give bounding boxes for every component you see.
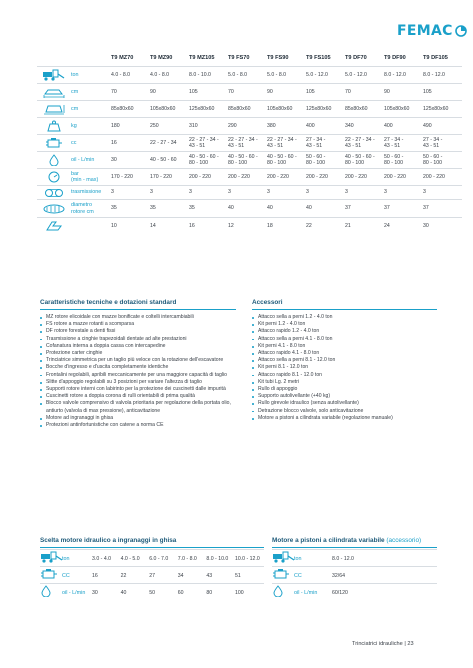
- list-item: Cuscinetti rotore a doppia corona di rulli orientabili di prima qualità: [40, 393, 238, 400]
- cell-value: 85x80x60: [345, 105, 368, 112]
- spec-row: [37, 185, 462, 199]
- cell-value: 3: [423, 189, 426, 196]
- model-header: T9 DF105: [423, 55, 448, 61]
- features-underline: [40, 309, 236, 310]
- cell-value: 37: [423, 205, 429, 212]
- cell-value: 180: [111, 122, 120, 129]
- weight-icon: [37, 118, 71, 134]
- list-item: Detrazione blocco valvole, solo anticavitazione: [252, 408, 437, 415]
- model-header: T9 MZ105: [189, 55, 215, 61]
- row-label: ton: [294, 556, 302, 562]
- row-label: oil - L/min: [294, 590, 318, 596]
- cell-value: 85x80x60: [228, 105, 251, 112]
- cell-value: 3: [111, 189, 114, 196]
- cell-value: 200 - 220: [384, 173, 406, 180]
- spec-row: [37, 66, 462, 83]
- engine-icon: [40, 567, 62, 585]
- cell-value: 85x80x60: [111, 105, 134, 112]
- accessories-list: [252, 314, 437, 422]
- cell-value: 27 - 34 - 43 - 51: [384, 136, 404, 149]
- spec-table: [37, 50, 462, 234]
- cell-value: 37: [384, 205, 390, 212]
- model-header: T9 FS105: [306, 55, 331, 61]
- cell-value: 43: [206, 573, 213, 579]
- cell-value: 310: [189, 122, 198, 129]
- model-header: T9 DF70: [345, 55, 367, 61]
- cell-value: 5.0 - 12.0: [345, 71, 367, 78]
- brand-name: FEMAC: [397, 23, 453, 39]
- cell-value: 170 - 220: [111, 173, 133, 180]
- cell-value: 8.0 - 10.0: [206, 556, 229, 562]
- cell-value: 40 - 50 - 60 - 80 - 100: [267, 153, 297, 166]
- width-icon: [37, 84, 71, 100]
- cell-value: 200 - 220: [267, 173, 289, 180]
- row-label: oil - L/min: [62, 590, 86, 596]
- cell-value: 34: [177, 573, 184, 579]
- piston-motor-row: [272, 566, 437, 583]
- cell-value: 290: [228, 122, 237, 129]
- cell-value: 51: [234, 573, 241, 579]
- spec-row: [37, 134, 462, 151]
- cell-value: 60: [177, 590, 184, 596]
- model-header: T9 DF90: [384, 55, 406, 61]
- cell-value: 170 - 220: [150, 173, 172, 180]
- cell-value: 125x80x60: [423, 105, 449, 112]
- list-item: Attacco sella a perni 4.1 - 8.0 ton: [252, 336, 437, 343]
- cell-value: 27: [149, 573, 155, 579]
- transmission-icon: [37, 186, 71, 199]
- cell-value: 22: [306, 222, 312, 229]
- cell-value: 40: [228, 205, 234, 212]
- cell-value: 490: [423, 122, 432, 129]
- gear-motor-row: [40, 549, 264, 566]
- cell-value: 27 - 34 - 43 - 51: [423, 136, 443, 149]
- piston-motor-title: [272, 537, 421, 544]
- list-item: Kit tubi Lg. 2 metri: [252, 379, 437, 386]
- cell-value: 4.0 - 8.0: [111, 71, 131, 78]
- cell-value: 105: [423, 88, 432, 95]
- cell-value: 22 - 27 - 34: [150, 139, 177, 146]
- list-item: Motore a pistoni a cilindrata variabile (regolazione manuale): [252, 415, 437, 422]
- row-label: kg: [71, 122, 77, 129]
- cell-value: 4.0 - 8.0: [150, 71, 170, 78]
- cell-value: 40: [120, 590, 127, 596]
- features-list: [40, 314, 238, 429]
- cell-value: 10: [111, 222, 117, 229]
- spec-row: [37, 217, 462, 234]
- list-item: Attacco rapido 1.2 - 4.0 ton: [252, 328, 437, 335]
- rotor-icon: [37, 200, 71, 217]
- tractor-icon: [37, 67, 71, 83]
- cell-value: 380: [267, 122, 276, 129]
- spec-row: [37, 199, 462, 217]
- cell-value: 125x80x60: [306, 105, 332, 112]
- cell-value: 90: [384, 88, 390, 95]
- accessories-underline: [252, 309, 437, 310]
- list-item: DF rotore forestale a denti fissi: [40, 328, 238, 335]
- cell-value: 50 - 60 - 80 - 100: [306, 153, 326, 166]
- list-item: Protezione carter cinghie: [40, 350, 238, 357]
- cell-value: 105: [306, 88, 315, 95]
- list-item: Attacco sella a perni 8.1 - 12.0 ton: [252, 357, 437, 364]
- list-item: Kit perni 4.1 - 8.0 ton: [252, 343, 437, 350]
- cell-value: 7.0 - 8.0: [177, 556, 197, 562]
- spec-row: [37, 117, 462, 134]
- oil-drop-icon: [40, 584, 62, 602]
- row-label: cm: [71, 105, 79, 112]
- logo-mark-icon: [455, 25, 467, 37]
- row-label: cc: [71, 139, 77, 146]
- cell-value: 50 - 60 - 80 - 100: [384, 153, 404, 166]
- cell-value: 40 - 50 - 60 - 80 - 100: [228, 153, 258, 166]
- cell-value: 16: [92, 573, 98, 579]
- cell-value: 3: [345, 189, 348, 196]
- accessories-title: Accessori: [252, 299, 283, 306]
- cell-value: 24: [384, 222, 390, 229]
- row-label: ton: [62, 556, 70, 562]
- cell-value: 40 - 50 - 60 - 80 - 100: [345, 153, 375, 166]
- model-header: T9 FS70: [228, 55, 250, 61]
- cell-value: 105: [189, 88, 198, 95]
- cell-value: 5.0 - 12.0: [306, 71, 328, 78]
- cell-value: 70: [345, 88, 351, 95]
- list-item: Bocche d'ingresso e d'uscita completamente identiche: [40, 364, 238, 371]
- list-item: Slitte d'appoggio regolabili su 3 posizioni per variare l'altezza di taglio: [40, 379, 238, 386]
- dimensions-icon: [37, 101, 71, 117]
- cell-value: 5.0 - 8.0: [228, 71, 248, 78]
- cell-value: 70: [228, 88, 234, 95]
- list-item: Attacco rapido 4.1 - 8.0 ton: [252, 350, 437, 357]
- row-label: diametro rotore cm: [71, 202, 94, 215]
- list-item: MZ rotore elicoidale con mazze bonificate e coltelli intercambiabili: [40, 314, 238, 321]
- list-item: Rullo di appoggio: [252, 386, 437, 393]
- cell-value: 70: [111, 88, 117, 95]
- engine-icon: [37, 135, 71, 151]
- cell-value: 22 - 27 - 34 - 43 - 51: [189, 136, 219, 149]
- piston-motor-table: [272, 549, 437, 600]
- piston-motor-title-text: Motore a pistoni a cilindrata variabile: [272, 537, 385, 544]
- cell-value: 6.0 - 7.0: [149, 556, 169, 562]
- cell-value: 90: [267, 88, 273, 95]
- piston-motor-subtitle: (accessorio): [386, 537, 422, 544]
- list-item: Trasmissione a cinghie trapezoidali dentate ad alte prestazioni: [40, 336, 238, 343]
- cell-value: 3: [267, 189, 270, 196]
- engine-icon: [272, 567, 294, 585]
- cell-value: 21: [345, 222, 351, 229]
- tractor-icon: [272, 550, 294, 568]
- row-label: cm: [71, 88, 79, 95]
- list-item: FS rotore a mazze rotanti a scomparsa: [40, 321, 238, 328]
- cell-value: 12: [228, 222, 234, 229]
- cell-value: 22 - 27 - 34 - 43 - 51: [267, 136, 297, 149]
- gear-motor-table: [40, 549, 264, 600]
- model-header: T9 MZ70: [111, 55, 134, 61]
- cell-value: 22 - 27 - 34 - 43 - 51: [345, 136, 375, 149]
- model-header: T9 MZ90: [150, 55, 173, 61]
- cell-value: 18: [267, 222, 273, 229]
- tractor-icon: [40, 550, 62, 568]
- oil-drop-icon: [37, 152, 71, 168]
- cell-value: 35: [189, 205, 195, 212]
- row-label: oil - L/min: [71, 156, 95, 163]
- cell-value: 3: [306, 189, 309, 196]
- cell-value: 200 - 220: [228, 173, 250, 180]
- cell-value: 8.0 - 12.0: [384, 71, 406, 78]
- cell-value: 5.0 - 8.0: [267, 71, 287, 78]
- list-item: Blocco valvole comprensivo di valvola prioritaria per regolazione della portata olio, antiurto (valvola di max pressione), anticavitazione: [40, 400, 238, 414]
- spec-row: [37, 100, 462, 117]
- row-label: CC: [62, 573, 70, 579]
- list-item: Protezioni antinfortunistiche con catene a norma CE: [40, 422, 238, 429]
- cell-value: 4.0 - 5.0: [120, 556, 140, 562]
- page-footer: Trinciatrici idrauliche | 23: [352, 641, 414, 647]
- list-item: Rullo girevole idraulico (senza autolivellante): [252, 400, 437, 407]
- piston-motor-row: [272, 583, 437, 600]
- cell-value: 40: [306, 205, 312, 212]
- cell-value: 90: [150, 88, 156, 95]
- list-item: Attacco sella a perni 1.2 - 4.0 ton: [252, 314, 437, 321]
- spec-row: [37, 168, 462, 185]
- row-label: trasmissione: [71, 189, 102, 196]
- cell-value: 35: [111, 205, 117, 212]
- cell-value: 16: [111, 139, 117, 146]
- model-header: T9 FS90: [267, 55, 289, 61]
- spec-row: [37, 151, 462, 168]
- cell-value: 340: [345, 122, 354, 129]
- cell-value: 100: [234, 590, 244, 596]
- cell-value: 22 - 27 - 34 - 43 - 51: [228, 136, 258, 149]
- list-item: Supporti rotore interni con labirinto per la protezione dei cuscinetti dalle impurità: [40, 386, 238, 393]
- cell-value: 8.0 - 10.0: [189, 71, 211, 78]
- list-item: Attacco rapido 8.1 - 12.0 ton: [252, 372, 437, 379]
- row-label: CC: [294, 573, 302, 579]
- list-item: Supporto autolivellante (+40 kg): [252, 393, 437, 400]
- cell-value: 50 - 60 - 80 - 100: [423, 153, 443, 166]
- cell-value: 105x80x60: [150, 105, 176, 112]
- cell-value: 400: [384, 122, 393, 129]
- list-item: Motore ad ingranaggi in ghisa: [40, 415, 238, 422]
- oil-drop-icon: [272, 584, 294, 602]
- cell-value: 200 - 220: [423, 173, 445, 180]
- cell-value: 14: [150, 222, 156, 229]
- gear-motor-row: [40, 566, 264, 583]
- cell-value: 200 - 220: [189, 173, 211, 180]
- cell-value: 3: [189, 189, 192, 196]
- list-item: Cofanatura interna a doppia cassa con intercapedine: [40, 343, 238, 350]
- cell-value: 8.0 - 12.0: [423, 71, 445, 78]
- blade-icon: [37, 218, 71, 234]
- row-label: ton: [71, 71, 79, 78]
- gear-motor-title: Scelta motore idraulico a ingranaggi in ghisa: [40, 537, 177, 544]
- cell-value: 105x80x60: [384, 105, 410, 112]
- cell-value: 32/64: [332, 573, 345, 579]
- piston-motor-row: [272, 549, 437, 566]
- cell-value: 3.0 - 4.0: [92, 556, 112, 562]
- cell-value: 400: [306, 122, 315, 129]
- cell-value: 40: [267, 205, 273, 212]
- spec-row: [37, 83, 462, 100]
- cell-value: 3: [150, 189, 153, 196]
- cell-value: 30: [423, 222, 429, 229]
- features-title: Caratteristiche tecniche e dotazioni standard: [40, 299, 177, 306]
- cell-value: 10.0 - 12.0: [234, 556, 260, 562]
- gear-motor-row: [40, 583, 264, 600]
- cell-value: 80: [206, 590, 213, 596]
- cell-value: 40 - 50 - 60: [150, 156, 177, 163]
- cell-value: 16: [189, 222, 195, 229]
- cell-value: 30: [111, 156, 117, 163]
- cell-value: 22: [120, 573, 127, 579]
- cell-value: 27 - 34 - 43 - 51: [306, 136, 326, 149]
- cell-value: 30: [92, 590, 98, 596]
- row-label: bar (min - max): [71, 170, 99, 183]
- cell-value: 40 - 50 - 60 - 80 - 100: [189, 153, 219, 166]
- cell-value: 105x80x60: [267, 105, 293, 112]
- cell-value: 250: [150, 122, 159, 129]
- cell-value: 35: [150, 205, 156, 212]
- cell-value: 125x80x60: [189, 105, 215, 112]
- cell-value: 3: [228, 189, 231, 196]
- list-item: Frontalini regolabili, apribili meccanicamente per una maggiore capacità di taglio: [40, 372, 238, 379]
- cell-value: 50: [149, 590, 155, 596]
- femac-logo: [397, 22, 461, 40]
- list-item: Trinciatrice simmetrica per un taglio più veloce con la rotazione dell'escavatore: [40, 357, 238, 364]
- spec-table-header: [37, 50, 462, 66]
- cell-value: 60/120: [332, 590, 348, 596]
- cell-value: 37: [345, 205, 351, 212]
- cell-value: 200 - 220: [345, 173, 367, 180]
- cell-value: 3: [384, 189, 387, 196]
- list-item: Kit perni 1.2 - 4.0 ton: [252, 321, 437, 328]
- pressure-gauge-icon: [37, 169, 71, 185]
- list-item: Kit perni 8.1 - 12.0 ton: [252, 364, 437, 371]
- cell-value: 8.0 - 12.0: [332, 556, 354, 562]
- cell-value: 200 - 220: [306, 173, 328, 180]
